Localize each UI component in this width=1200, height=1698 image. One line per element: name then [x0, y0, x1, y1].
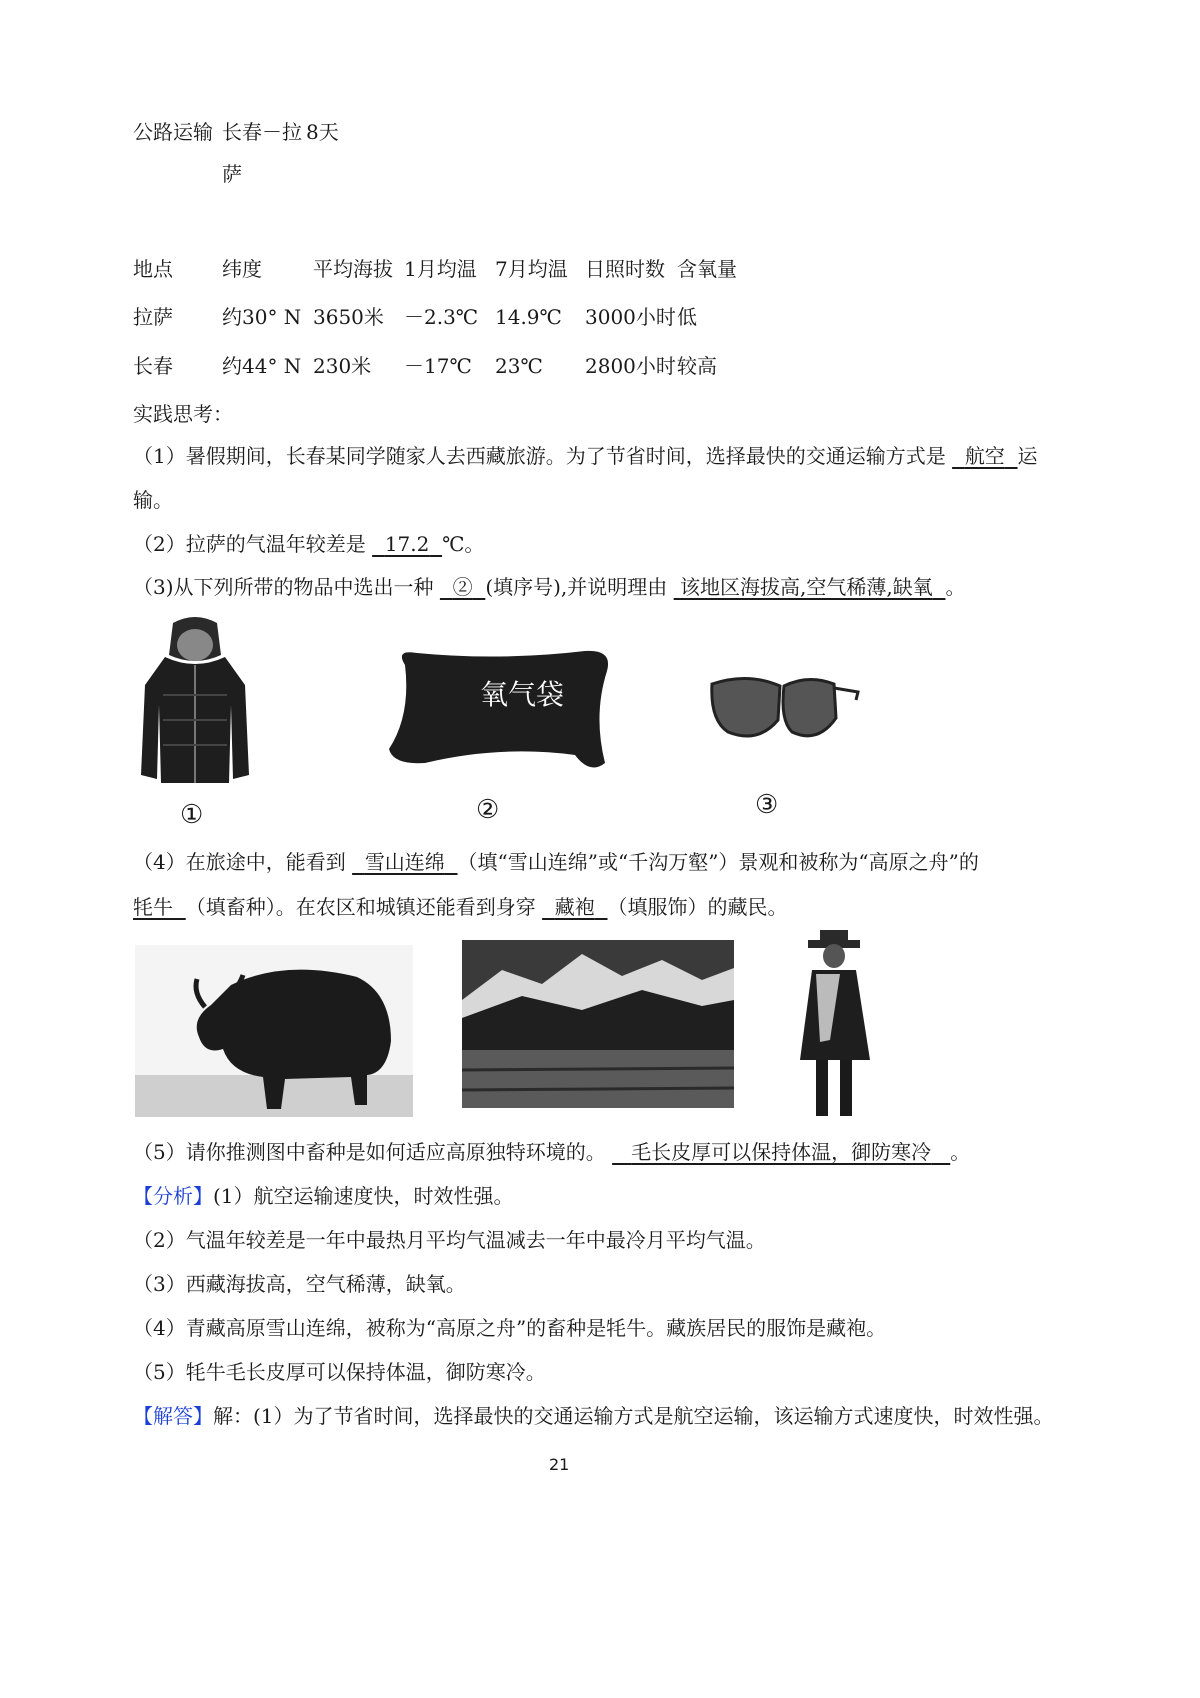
q4-answer-1: 雪山连绵: [364, 850, 445, 874]
q1-answer: 航空: [964, 444, 1005, 468]
analysis-line-1: [133, 1184, 514, 1208]
analysis-tag: 【分析】: [133, 1184, 213, 1208]
analysis-p2: （2）气温年较差是一年中最热月平均气温减去一年中最冷月平均气温。: [133, 1228, 766, 1252]
question-4-line2: [133, 895, 788, 919]
table-cell: 低: [677, 305, 697, 329]
q5-answer: 毛长皮厚可以保持体温，御防寒冷: [631, 1140, 932, 1164]
solution-tag: 【解答】: [133, 1404, 213, 1428]
table-cell: －17℃: [404, 354, 472, 378]
q4-answer-2: 牦牛: [133, 895, 173, 919]
table-cell: 3650米: [313, 305, 384, 329]
item-label-1: ①: [180, 800, 204, 830]
oxygen-bag-label: 氧气袋: [480, 678, 565, 711]
analysis-p1: (1）航空运输速度快，时效性强。: [213, 1184, 514, 1208]
q2-prefix: （2）拉萨的气温年较差是: [133, 532, 366, 556]
transport-route-line2: 萨: [222, 162, 242, 186]
analysis-p3: （3）西藏海拔高，空气稀薄，缺氧。: [133, 1272, 466, 1296]
q1-suffix: 运: [1017, 444, 1038, 468]
q5-suffix: 。: [950, 1140, 971, 1164]
oxygen-bag-image: [385, 645, 615, 780]
table-cell: 2800小时: [585, 354, 676, 378]
transport-mode: 公路运输: [133, 120, 213, 144]
q4-answer-3: 藏袍: [554, 895, 595, 919]
tibetan-robe-person-photo: [790, 930, 880, 1125]
transport-duration: 8天: [306, 120, 339, 144]
q4-prefix: （4）在旅途中，能看到: [133, 850, 346, 874]
q5-prefix: （5）请你推测图中畜种是如何适应高原独特环境的。: [133, 1140, 606, 1164]
table-cell: 较高: [677, 354, 717, 378]
table-header: 日照时数: [585, 257, 665, 281]
q3-suffix: 。: [945, 575, 966, 599]
solution-line-1: [133, 1404, 1054, 1428]
table-cell: 230米: [313, 354, 372, 378]
table-cell: 3000小时: [585, 305, 676, 329]
table-cell: 长春: [133, 354, 173, 378]
snow-mountain-photo: [462, 940, 734, 1113]
q4-middle-1: （填“雪山连绵”或“千沟万壑”）景观和被称为“高原之舟”的: [457, 850, 979, 874]
q3-middle: (填序号),并说明理由: [485, 575, 668, 599]
q2-answer: 17.2: [384, 532, 430, 556]
table-header: 含氧量: [677, 257, 737, 281]
table-header: 1月均温: [404, 257, 477, 281]
q3-answer-1: ②: [452, 575, 473, 599]
table-header: 平均海拔: [313, 257, 393, 281]
yak-photo: [135, 945, 413, 1122]
transport-route: 长春－拉: [222, 120, 302, 144]
item-label-2: ②: [476, 795, 500, 825]
sunglasses-image: [708, 670, 860, 755]
question-5: [133, 1140, 970, 1164]
table-cell: －2.3℃: [404, 305, 479, 329]
down-jacket-image: [135, 615, 255, 792]
q3-answer-2: 该地区海拔高,空气稀薄,缺氧: [680, 575, 933, 599]
table-cell: 23℃: [495, 354, 543, 378]
q1-prefix: （1）暑假期间，长春某同学随家人去西藏旅游。为了节省时间，选择最快的交通运输方式是: [133, 444, 946, 468]
table-cell: 14.9℃: [495, 305, 562, 329]
analysis-p5: （5）牦牛毛长皮厚可以保持体温，御防寒冷。: [133, 1360, 546, 1384]
question-4: [133, 850, 979, 874]
question-2: [133, 532, 484, 556]
q4-middle-2: （填畜种）。在农区和城镇还能看到身穿: [185, 895, 536, 919]
table-cell: 约30° N: [222, 305, 302, 329]
item-label-3: ③: [755, 790, 779, 820]
table-header: 地点: [133, 257, 173, 281]
q3-prefix: （3)从下列所带的物品中选出一种: [133, 575, 434, 599]
table-cell: 拉萨: [133, 305, 173, 329]
practice-title: 实践思考：: [133, 402, 233, 426]
table-header: 7月均温: [495, 257, 568, 281]
q2-suffix: ℃。: [442, 532, 485, 556]
question-1: [133, 444, 1038, 468]
analysis-p4: （4）青藏高原雪山连绵，被称为“高原之舟”的畜种是牦牛。藏族居民的服饰是藏袍。: [133, 1316, 887, 1340]
solution-text: 解：(1）为了节省时间，选择最快的交通运输方式是航空运输，该运输方式速度快，时效性强。: [213, 1404, 1054, 1428]
question-3: [133, 575, 965, 599]
page-number: 21: [549, 1455, 570, 1474]
q4-suffix: （填服饰）的藏民。: [607, 895, 788, 919]
q1-line2: 输。: [133, 488, 173, 512]
table-header: 纬度: [222, 257, 262, 281]
table-cell: 约44° N: [222, 354, 302, 378]
